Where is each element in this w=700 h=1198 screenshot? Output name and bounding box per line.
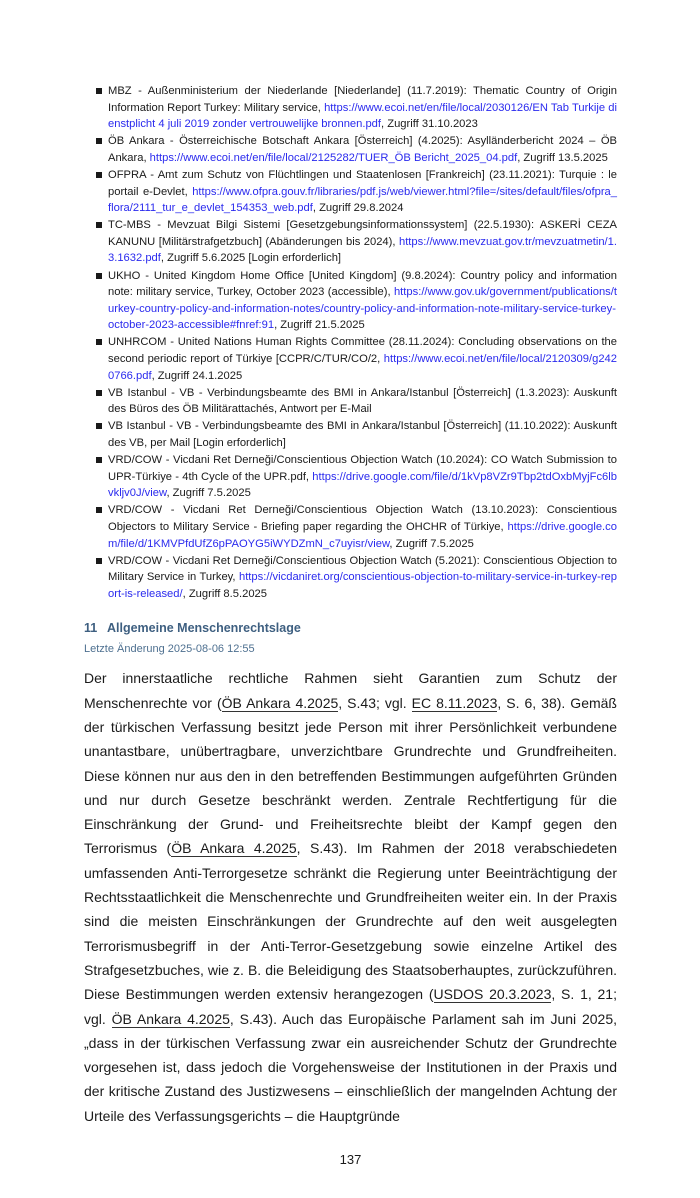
reference-text: VRD/COW - Vicdani Ret Derneği/Conscientious Objection Watch (10.2024): CO Watch Submission to UPR-Türkiye - 4th Cycle of the UPR.pdf, (108, 454, 617, 483)
reference-text: ÖB Ankara - Österreichische Botschaft Ankara [Österreich] (4.2025): Asylländerbericht 2024 – ÖB Ankara, (108, 135, 617, 164)
access-date: , Zugriff 7.5.2025 (389, 537, 474, 550)
access-date: , Zugriff 7.5.2025 (166, 487, 251, 500)
bullet-icon (96, 558, 102, 564)
last-modified: Letzte Änderung 2025-08-06 12:55 (84, 643, 255, 656)
access-date: , Zugriff 8.5.2025 (182, 587, 267, 600)
bullet-icon (96, 88, 102, 94)
reference-text: OFPRA - Amt zum Schutz von Flüchtlingen und Staatenlosen [Frankreich] (23.11.2021): Turquie : le portail e-Devlet, (108, 168, 617, 198)
reference-item (96, 418, 617, 451)
page-number: 137 (339, 1152, 362, 1168)
reference-text: VB Istanbul - VB - Verbindungsbeamte des BMI in Ankara/Istanbul [Österreich] (11.10.2022): Auskunft des VB, per Mail [Login erforderlich] (108, 420, 617, 449)
reference-text: MBZ - Außenministerium der Niederlande [Niederlande] (11.7.2019): Thematic Country of Origin Information Report Turkey: Military service, (108, 85, 617, 114)
bullet-icon (96, 138, 102, 144)
citation-link[interactable]: ÖB Ankara 4.2025 (111, 1010, 230, 1027)
reference-text: VRD/COW - Vicdani Ret Derneği/Conscientious Objection Watch (5.2021): Conscientious Objection to Military Service in Turkey, (108, 554, 617, 584)
bullet-icon (96, 507, 102, 513)
paragraph-text: , S.43). Im Rahmen der 2018 verabschiedeten umfassenden Anti-Terrorgesetze schränkt die Regierung unter Beeinträchtigung der Rechtsstaatlichkeit die Menschenrechte und Grundfreiheiten weiter ein. In der Praxis sind die meisten Einschränkungen der Grundrechte auf den weit ausgelegten Terrorismusbegriff in der Anti-Terror-Gesetzgebung sowie einzelne Artikel des Strafgesetzbuches, wie z. B. die Beleidigung des Staatsoberhauptes, zurückzuführen. Diese Bestimmungen werden extensiv herangezogen ( (84, 840, 617, 1003)
access-date: , Zugriff 21.5.2025 (274, 319, 365, 332)
access-date: , Zugriff 24.1.2025 (151, 369, 243, 382)
reference-item (96, 133, 617, 166)
reference-text: VB Istanbul - VB - Verbindungsbeamte des BMI in Ankara/Istanbul [Österreich] (1.3.2023): Auskunft des Büros des ÖB Militärattachés, Antwort per E-Mail (108, 386, 617, 416)
bullet-icon (96, 339, 102, 345)
reference-link[interactable]: https://www.gov.uk/government/publications/turkey-country-policy-and-information-notes/country-policy-and-information-note-military-service-turkey-october-2023-accessible#fnref:91 (108, 286, 617, 332)
bullet-icon (96, 423, 102, 429)
citation-link[interactable]: ÖB Ankara 4.2025 (221, 694, 339, 711)
reference-item (96, 452, 617, 502)
reference-item (96, 553, 617, 603)
access-date: , Zugriff 13.5.2025 (517, 151, 608, 164)
bullet-icon (96, 390, 102, 396)
reference-list (96, 83, 617, 602)
reference-item (96, 334, 617, 384)
reference-item (96, 268, 617, 334)
reference-text: TC-MBS - Mevzuat Bilgi Sistemi [Gesetzgebungsinformationssystem] (22.5.1930): ASKERİ CEZA KANUNU [Militärstrafgetzbuch] (Abänderungen bis 2024), (108, 219, 617, 248)
reference-link[interactable]: https://www.ecoi.net/en/file/local/2030126/EN Tab Turkije dienstplicht 4 juli 2019 zonder vertrouwelijke bronnen.pdf (108, 101, 617, 131)
reference-link[interactable]: https://www.mevzuat.gov.tr/mevzuatmetin/1.3.1632.pdf (108, 235, 617, 265)
body-paragraph (84, 666, 617, 1128)
reference-item (96, 167, 617, 217)
bullet-icon (96, 457, 102, 463)
bullet-icon (96, 172, 102, 178)
reference-link[interactable]: https://vicdaniret.org/conscientious-objection-to-military-service-in-turkey-report-is-released/ (108, 571, 617, 600)
reference-text: VRD/COW - Vicdani Ret Derneği/Conscientious Objection Watch (13.10.2023): Conscientious Objectors to Military Service - Briefing paper regarding the OHCHR of Türkiye, (108, 504, 617, 533)
section-number: 11 (84, 621, 98, 636)
bullet-icon (96, 222, 102, 228)
reference-link[interactable]: https://www.ofpra.gouv.fr/libraries/pdf.js/web/viewer.html?file=/sites/default/files/ofpra_flora/2111_tur_e_devlet_154353_web.pdf (108, 185, 617, 215)
reference-link[interactable]: https://drive.google.com/file/d/1kVp8VZr9Tbp2tdOxbMyjFc6lbvkljv0J/view (108, 470, 617, 500)
bullet-icon (96, 273, 102, 279)
paragraph-text: , S. 6, 38). Gemäß der türkischen Verfassung besitzt jede Person mit ihrer Persönlichkeit verbundene unantastbare, unübertragbare, unverzichtbare Grundrechte und Grundfreiheiten. Diese können nur aus den in den betreffenden Bestimmungen aufgeführten Gründen und nur durch Gesetze beschränkt werden. Zentrale Rechtfertigung für die Einschränkung der Grund- und Freiheitsrechte bleibt der Kampf gegen den Terrorismus ( (84, 694, 617, 857)
reference-link[interactable]: https://www.ecoi.net/en/file/local/2125282/TUER_ÖB Bericht_2025_04.pdf (149, 151, 518, 164)
reference-text: UNHRCOM - United Nations Human Rights Committee (28.11.2024): Concluding observations on the second periodic report of Türkiye [CCPR/C/TUR/CO/2, (108, 336, 617, 365)
paragraph-text: Der innerstaatliche rechtliche Rahmen sieht Garantien zum Schutz der Menschenrechte vor ( (84, 670, 617, 711)
reference-link[interactable]: https://drive.google.com/file/d/1KMVPfdUfZ6pPAOYG5iWYDZmN_c7uyisr/view (108, 520, 617, 550)
reference-text: UKHO - United Kingdom Home Office [United Kingdom] (9.8.2024): Country policy and information note: military service, Turkey, October 2023 (accessible), (108, 269, 617, 299)
section-title: Allgemeine Menschenrechtslage (107, 621, 301, 636)
reference-item (96, 83, 617, 133)
reference-link[interactable]: https://www.ecoi.net/en/file/local/2120309/g2420766.pdf (108, 353, 617, 382)
access-date: , Zugriff 29.8.2024 (312, 202, 404, 215)
reference-item (96, 217, 617, 267)
reference-item (96, 385, 617, 418)
citation-link[interactable]: EC 8.11.2023 (411, 694, 498, 711)
access-date: , Zugriff 5.6.2025 [Login erforderlich] (160, 252, 342, 265)
paragraph-text: , S. 1, 21; vgl. (84, 986, 617, 1027)
section-heading (84, 620, 617, 636)
paragraph-text: , S.43). Auch das Europäische Parlament sah im Juni 2025, „dass in der türkischen Verfassung zwar ein ausreichender Schutz der Grundrechte vorgesehen ist, dass jedoch die Vorgehensweise der Institutionen in der Praxis und der kritische Zustand des Justizwesens – einschließlich der mangelnden Achtung der Urteile des Verfassungsgerichts – die Hauptgründe (84, 1010, 618, 1124)
citation-link[interactable]: USDOS 20.3.2023 (433, 986, 552, 1003)
paragraph-text: , S.43; vgl. (338, 694, 412, 711)
citation-link[interactable]: ÖB Ankara 4.2025 (171, 840, 297, 857)
access-date: , Zugriff 31.10.2023 (381, 118, 478, 131)
reference-item (96, 502, 617, 552)
